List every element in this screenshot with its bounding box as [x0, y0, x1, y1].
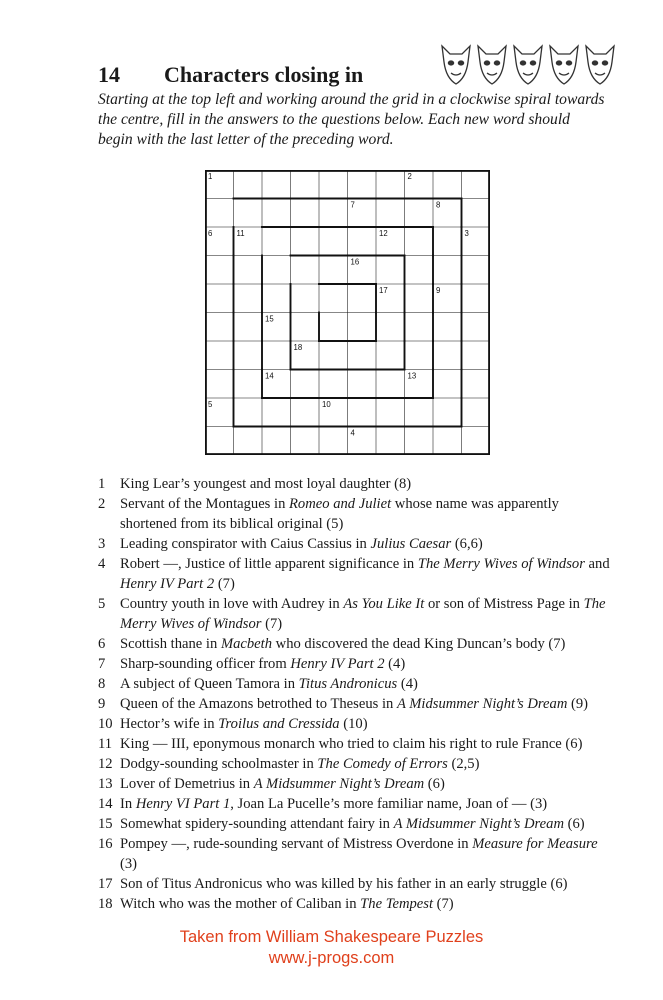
grid-cell[interactable] — [405, 398, 434, 427]
grid-cell[interactable] — [234, 199, 263, 228]
clue-number: 17 — [98, 876, 113, 892]
grid-cell[interactable] — [462, 427, 491, 456]
grid-cell[interactable] — [348, 370, 377, 399]
grid-cell[interactable] — [291, 313, 320, 342]
clue-number: 3 — [98, 536, 106, 552]
grid-cell[interactable] — [234, 427, 263, 456]
grid-cell[interactable] — [262, 284, 291, 313]
clue-title-italic: A Midsummer Night’s Dream — [253, 776, 425, 792]
clue-text — [120, 754, 618, 774]
grid-cell[interactable] — [376, 398, 405, 427]
clue-item — [98, 494, 618, 534]
clue-number: 12 — [98, 756, 113, 772]
grid-number: 6 — [208, 229, 213, 238]
clue-text-part: who discovered the dead King Duncan’s body (7) — [272, 636, 566, 652]
grid-cell[interactable] — [462, 313, 491, 342]
grid-cell[interactable] — [433, 341, 462, 370]
grid-cell[interactable] — [462, 398, 491, 427]
grid-cell[interactable] — [348, 313, 377, 342]
clue-text — [120, 694, 618, 714]
grid-cell[interactable] — [319, 427, 348, 456]
grid-cell[interactable] — [205, 313, 234, 342]
grid-cell[interactable] — [405, 256, 434, 285]
clue-title-italic: Romeo and Juliet — [289, 496, 392, 512]
clue-item — [98, 794, 618, 814]
clue-text-part: Dodgy-sounding schoolmaster in — [120, 756, 318, 772]
grid-cell[interactable] — [205, 256, 234, 285]
grid-cell[interactable] — [462, 341, 491, 370]
clue-number: 8 — [98, 676, 106, 692]
grid-cell[interactable] — [405, 427, 434, 456]
clue-text-part: (9) — [567, 696, 589, 712]
clue-text-part: Scottish thane in — [120, 636, 221, 652]
page-title — [98, 62, 363, 88]
clue-text-part: Son of Titus Andronicus who was killed by his father in an early struggle (6) — [120, 876, 568, 892]
grid-cell[interactable] — [234, 256, 263, 285]
clue-item — [98, 834, 618, 874]
clue-text-part: (7) — [214, 576, 235, 592]
grid-cell[interactable] — [291, 427, 320, 456]
mask-icon — [586, 46, 614, 84]
grid-cell[interactable] — [405, 313, 434, 342]
grid-cell[interactable] — [376, 199, 405, 228]
mask-icon — [478, 46, 506, 84]
clue-number: 7 — [98, 656, 106, 672]
grid-cell[interactable] — [348, 170, 377, 199]
clue-title-italic: Macbeth — [220, 636, 272, 652]
clue-text-part: or son of Mistress Page in — [424, 596, 584, 612]
instructions: Starting at the top left and working around the grid in a clockwise spiral towards the centre, fill in the answers to the questions below. Each new word should begin with the last letter of the preceding word. — [98, 91, 605, 148]
clue-text — [120, 794, 618, 814]
clue-title-italic: The Merry Wives of Windsor — [120, 596, 606, 632]
grid-number: 11 — [236, 229, 245, 238]
grid-number: 14 — [265, 371, 274, 381]
grid-number: 7 — [350, 200, 355, 210]
grid-cell[interactable] — [262, 170, 291, 199]
grid-cell[interactable] — [433, 398, 462, 427]
clue-text-part: Somewhat spidery-sounding attendant fairy in — [120, 816, 394, 832]
grid-number: 1 — [208, 172, 213, 181]
grid-cell[interactable] — [262, 256, 291, 285]
grid-number: 5 — [208, 400, 213, 409]
grid-cell[interactable] — [376, 256, 405, 285]
grid-cell[interactable] — [405, 284, 434, 313]
grid-cell[interactable] — [376, 341, 405, 370]
clue-item — [98, 694, 618, 714]
grid-number: 3 — [464, 229, 469, 238]
grid-cell[interactable] — [348, 398, 377, 427]
clue-item — [98, 714, 618, 734]
grid-cell[interactable] — [433, 370, 462, 399]
grid-cell[interactable] — [462, 170, 491, 199]
clue-title-italic: Henry IV Part 2 — [290, 656, 385, 672]
grid-cell[interactable] — [234, 284, 263, 313]
clue-text-part: In — [120, 796, 136, 812]
clue-text-part: (4) — [384, 656, 406, 672]
clue-title-italic: Henry IV Part 2 — [120, 576, 215, 592]
grid-cell[interactable] — [205, 341, 234, 370]
grid-cell[interactable] — [319, 284, 348, 313]
clue-item — [98, 734, 618, 754]
clue-text-part: Queen of the Amazons betrothed to Theseus in — [120, 696, 397, 712]
grid-cell[interactable] — [234, 313, 263, 342]
grid-cell[interactable] — [462, 284, 491, 313]
clue-text — [120, 654, 618, 674]
clue-text-part: (10) — [339, 716, 368, 732]
grid-cell[interactable] — [205, 199, 234, 228]
mask-icon — [442, 46, 470, 84]
theatre-masks-icon — [438, 40, 620, 88]
clue-text-part: (7) — [433, 896, 454, 912]
grid-cell[interactable] — [348, 227, 377, 256]
clue-text — [120, 534, 618, 554]
clue-text-part: , Joan La Pucelle’s more familiar name, Joan of — (3) — [230, 796, 548, 812]
grid-cell[interactable] — [462, 370, 491, 399]
clue-text — [120, 634, 618, 654]
clue-title-italic: Titus Andronicus — [298, 676, 398, 692]
grid-cell[interactable] — [405, 199, 434, 228]
grid-cell[interactable] — [433, 427, 462, 456]
grid-cell[interactable] — [433, 170, 462, 199]
clue-number: 14 — [98, 796, 113, 812]
grid-number: 8 — [436, 200, 441, 210]
clue-text — [120, 474, 618, 494]
clue-text — [120, 894, 618, 914]
clue-text-part: Hector’s wife in — [120, 716, 219, 732]
clue-number: 2 — [98, 496, 106, 512]
grid-cell[interactable] — [376, 313, 405, 342]
grid-cell[interactable] — [319, 227, 348, 256]
clue-text-part: Country youth in love with Audrey in — [120, 596, 344, 612]
clue-number: 13 — [98, 776, 113, 792]
clue-text-part: (6) — [563, 816, 585, 832]
clue-text-part: A subject of Queen Tamora in — [120, 676, 299, 692]
clue-text-part: (6) — [424, 776, 445, 792]
puzzle-title: Characters closing in — [164, 62, 364, 87]
clue-title-italic: Troilus and Cressida — [218, 716, 340, 732]
clue-text-part: Lover of Demetrius in — [120, 776, 254, 792]
grid-cell[interactable] — [348, 284, 377, 313]
clue-text-part: (2,5) — [447, 756, 480, 772]
clue-number: 9 — [98, 696, 106, 712]
clue-number: 1 — [98, 476, 106, 492]
grid-cell[interactable] — [319, 341, 348, 370]
grid-number: 17 — [379, 286, 388, 295]
clue-text-part: King — III, eponymous monarch who tried to claim his right to rule France (6) — [120, 736, 583, 752]
grid-cell[interactable] — [234, 341, 263, 370]
clue-text-part: (3) — [120, 856, 138, 872]
grid-cell[interactable] — [291, 398, 320, 427]
grid-cell[interactable] — [319, 199, 348, 228]
clue-text-part: Pompey —, rude-sounding servant of Mistress Overdone in — [120, 836, 473, 852]
clue-text-part: Servant of the Montagues in — [120, 496, 290, 512]
clue-title-italic: A Midsummer Night’s Dream — [396, 696, 568, 712]
grid-number: 16 — [350, 257, 360, 267]
clue-text-part: (6,6) — [451, 536, 483, 552]
clue-text-part: Robert —, Justice of little apparent significance in — [120, 556, 418, 572]
clue-item — [98, 894, 618, 914]
grid-cell[interactable] — [319, 313, 348, 342]
grid-number: 18 — [293, 343, 303, 352]
clue-text-part: King Lear’s youngest and most loyal daughter (8) — [120, 476, 412, 492]
clue-title-italic: Julius Caesar — [370, 536, 452, 552]
clue-item — [98, 654, 618, 674]
grid-cell[interactable] — [433, 227, 462, 256]
grid-number: 2 — [407, 172, 412, 181]
grid-cell[interactable] — [291, 227, 320, 256]
clue-number: 16 — [98, 836, 113, 852]
grid-number: 4 — [350, 428, 355, 438]
grid-cell[interactable] — [234, 170, 263, 199]
clue-text — [120, 494, 618, 534]
grid-cell[interactable] — [262, 341, 291, 370]
footer-url[interactable]: www.j-progs.com — [268, 949, 395, 967]
clue-item — [98, 534, 618, 554]
clue-item — [98, 874, 618, 894]
grid-cell[interactable] — [433, 313, 462, 342]
grid-number: 9 — [436, 286, 441, 295]
clue-item — [98, 634, 618, 654]
clue-text — [120, 714, 618, 734]
grid-cell[interactable] — [462, 199, 491, 228]
grid-cell[interactable] — [376, 170, 405, 199]
grid-cell[interactable] — [376, 427, 405, 456]
grid-cell[interactable] — [262, 199, 291, 228]
clue-title-italic: The Tempest — [360, 896, 433, 912]
clue-text-part: (7) — [261, 616, 283, 632]
clue-item — [98, 814, 618, 834]
grid-number: 13 — [407, 371, 417, 381]
grid-cell[interactable] — [348, 341, 377, 370]
grid-cell[interactable] — [234, 370, 263, 399]
clue-number: 5 — [98, 596, 106, 612]
crossword-grid[interactable] — [205, 170, 490, 455]
grid-cell[interactable] — [262, 398, 291, 427]
grid-cell[interactable] — [319, 256, 348, 285]
clue-title-italic: Henry VI Part 1 — [135, 796, 231, 812]
grid-cell[interactable] — [405, 227, 434, 256]
mask-icon — [514, 46, 542, 84]
clue-number: 10 — [98, 716, 113, 732]
clue-text — [120, 774, 618, 794]
clue-list — [98, 474, 618, 914]
clue-item — [98, 594, 618, 634]
grid-cell[interactable] — [319, 170, 348, 199]
grid-cell[interactable] — [205, 284, 234, 313]
grid-cell[interactable] — [291, 256, 320, 285]
clue-text-part: Sharp-sounding officer from — [120, 656, 291, 672]
clue-text-part: whose name was apparently shortened from its biblical original (5) — [120, 496, 559, 532]
grid-cell[interactable] — [262, 227, 291, 256]
grid-number: 10 — [322, 400, 331, 409]
grid-cell[interactable] — [405, 341, 434, 370]
clue-title-italic: A Midsummer Night’s Dream — [393, 816, 564, 832]
clue-item — [98, 774, 618, 794]
mask-icon — [550, 46, 578, 84]
clue-text — [120, 874, 618, 894]
clue-text-part: and — [584, 556, 610, 572]
clue-item — [98, 474, 618, 494]
grid-cell[interactable] — [462, 256, 491, 285]
grid-cell[interactable] — [291, 370, 320, 399]
clue-text-part: Leading conspirator with Caius Cassius in — [120, 536, 371, 552]
grid-number: 12 — [379, 229, 388, 238]
clue-text — [120, 554, 618, 594]
clue-text-part: (4) — [397, 676, 418, 692]
clue-text — [120, 814, 618, 834]
clue-title-italic: The Comedy of Errors — [317, 756, 448, 772]
clue-title-italic: Measure for Measure — [472, 836, 598, 852]
clue-text — [120, 674, 618, 694]
grid-cell[interactable] — [291, 199, 320, 228]
grid-cell[interactable] — [205, 427, 234, 456]
clue-item — [98, 674, 618, 694]
clue-text — [120, 734, 618, 754]
clue-title-italic: As You Like It — [343, 596, 425, 612]
grid-cell[interactable] — [319, 370, 348, 399]
clue-number: 11 — [98, 736, 113, 752]
grid-cell[interactable] — [376, 370, 405, 399]
clue-item — [98, 554, 618, 594]
grid-cell[interactable] — [262, 427, 291, 456]
grid-cell[interactable] — [291, 170, 320, 199]
clue-number: 4 — [98, 556, 106, 572]
grid-number: 15 — [265, 314, 274, 324]
grid-cell[interactable] — [234, 398, 263, 427]
clue-number: 6 — [98, 636, 106, 652]
grid-cell[interactable] — [205, 370, 234, 399]
clue-text-part: Witch who was the mother of Caliban in — [120, 896, 361, 912]
clue-title-italic: The Merry Wives of Windsor — [417, 556, 585, 572]
clue-text — [120, 834, 618, 874]
clue-number: 18 — [98, 896, 113, 912]
grid-cell[interactable] — [291, 284, 320, 313]
clue-item — [98, 754, 618, 774]
footer-credit: Taken from William Shakespeare Puzzles — [179, 928, 484, 946]
grid-cell[interactable] — [433, 256, 462, 285]
puzzle-number: 14 — [98, 62, 120, 87]
clue-number: 15 — [98, 816, 113, 832]
clue-text — [120, 594, 618, 634]
